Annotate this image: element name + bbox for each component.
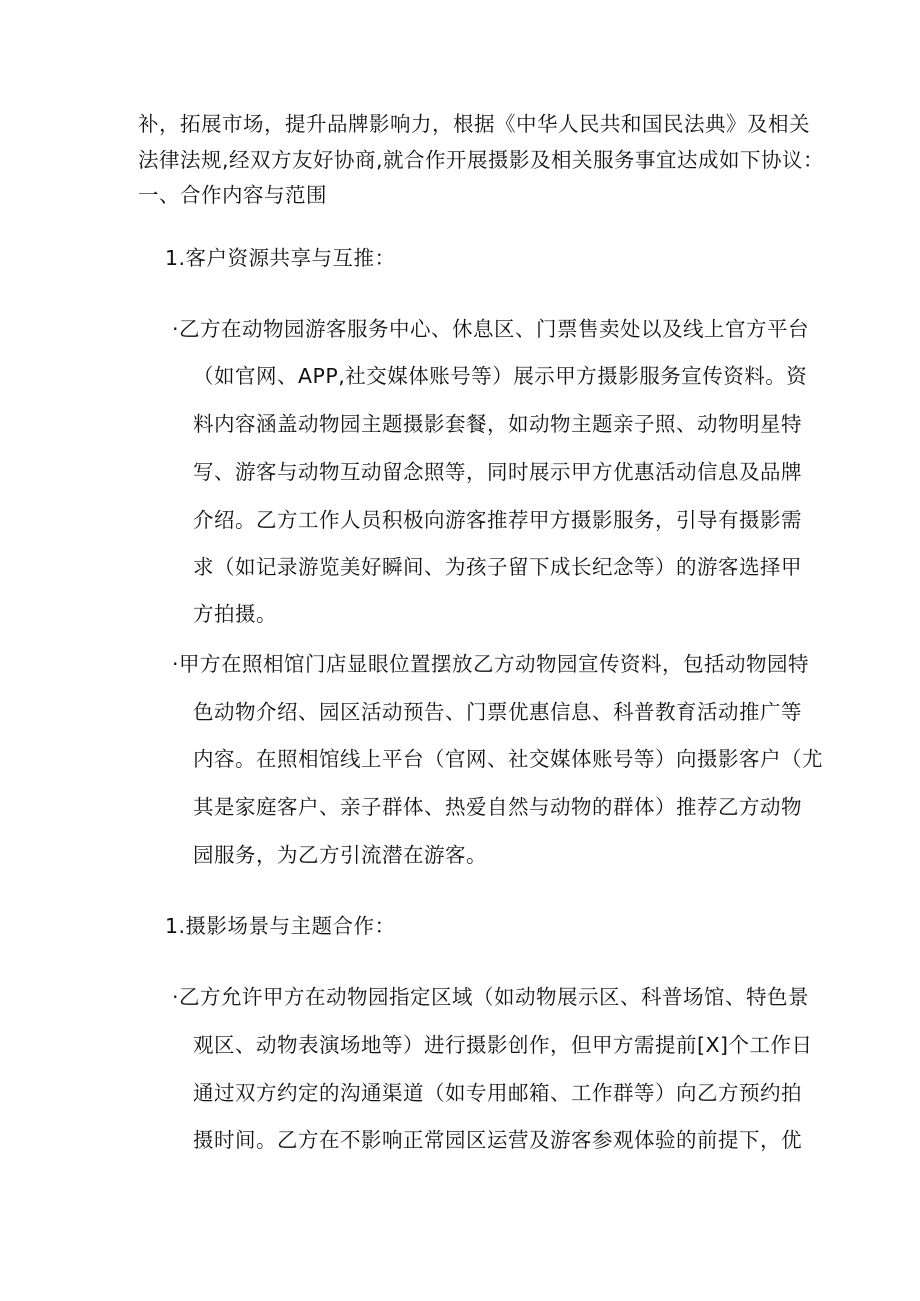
bullet-paragraph-line: ·乙方在动物园游客服务中心、休息区、门票售卖处以及线上官方平台 xyxy=(172,317,810,341)
bullet-paragraph-line: 色动物介绍、园区活动预告、门票优惠信息、科普教育活动推广等 xyxy=(193,700,802,724)
bullet-paragraph-line: （如官网、APP,社交媒体账号等）展示甲方摄影服务宣传资料。资 xyxy=(193,364,808,388)
bullet-paragraph-line: 介绍。乙方工作人员积极向游客推荐甲方摄影服务，引导有摄影需 xyxy=(193,508,802,532)
bullet-paragraph-line: 料内容涵盖动物园主题摄影套餐，如动物主题亲子照、动物明星特 xyxy=(193,412,802,436)
bullet-paragraph-line: 内容。在照相馆线上平台（官网、社交媒体账号等）向摄影客户（尤 xyxy=(193,747,823,771)
bullet-paragraph-line: 摄时间。乙方在不影响正常园区运营及游客参观体验的前提下，优 xyxy=(193,1128,802,1152)
bullet-paragraph-line: ·乙方允许甲方在动物园指定区域（如动物展示区、科普场馆、特色景 xyxy=(172,985,810,1009)
bullet-paragraph-line: 其是家庭客户、亲子群体、热爱自然与动物的群体）推荐乙方动物 xyxy=(193,795,802,819)
subsection-title: 1.摄影场景与主题合作： xyxy=(165,914,396,938)
bullet-paragraph-line: 通过双方约定的沟通渠道（如专用邮箱、工作群等）向乙方预约拍 xyxy=(193,1081,802,1105)
intro-line: 补，拓展市场，提升品牌影响力，根据《中华人民共和国民法典》及相关 xyxy=(138,112,810,136)
bullet-paragraph-line: 方拍摄。 xyxy=(193,602,277,626)
bullet-paragraph-line: 求（如记录游览美好瞬间、为孩子留下成长纪念等）的游客选择甲 xyxy=(193,555,802,579)
bullet-paragraph-line: 园服务，为乙方引流潜在游客。 xyxy=(193,843,487,867)
bullet-paragraph-line: 观区、动物表演场地等）进行摄影创作，但甲方需提前[X]个工作日 xyxy=(193,1033,813,1057)
intro-line: 法律法规,经双方友好协商,就合作开展摄影及相关服务事宜达成如下协议： xyxy=(138,148,825,172)
bullet-paragraph-line: 写、游客与动物互动留念照等，同时展示甲方优惠活动信息及品牌 xyxy=(193,460,802,484)
section-heading: 一、合作内容与范围 xyxy=(138,183,327,207)
bullet-paragraph-line: ·甲方在照相馆门店显眼位置摆放乙方动物园宣传资料，包括动物园特 xyxy=(172,652,810,676)
subsection-title: 1.客户资源共享与互推： xyxy=(165,246,396,270)
